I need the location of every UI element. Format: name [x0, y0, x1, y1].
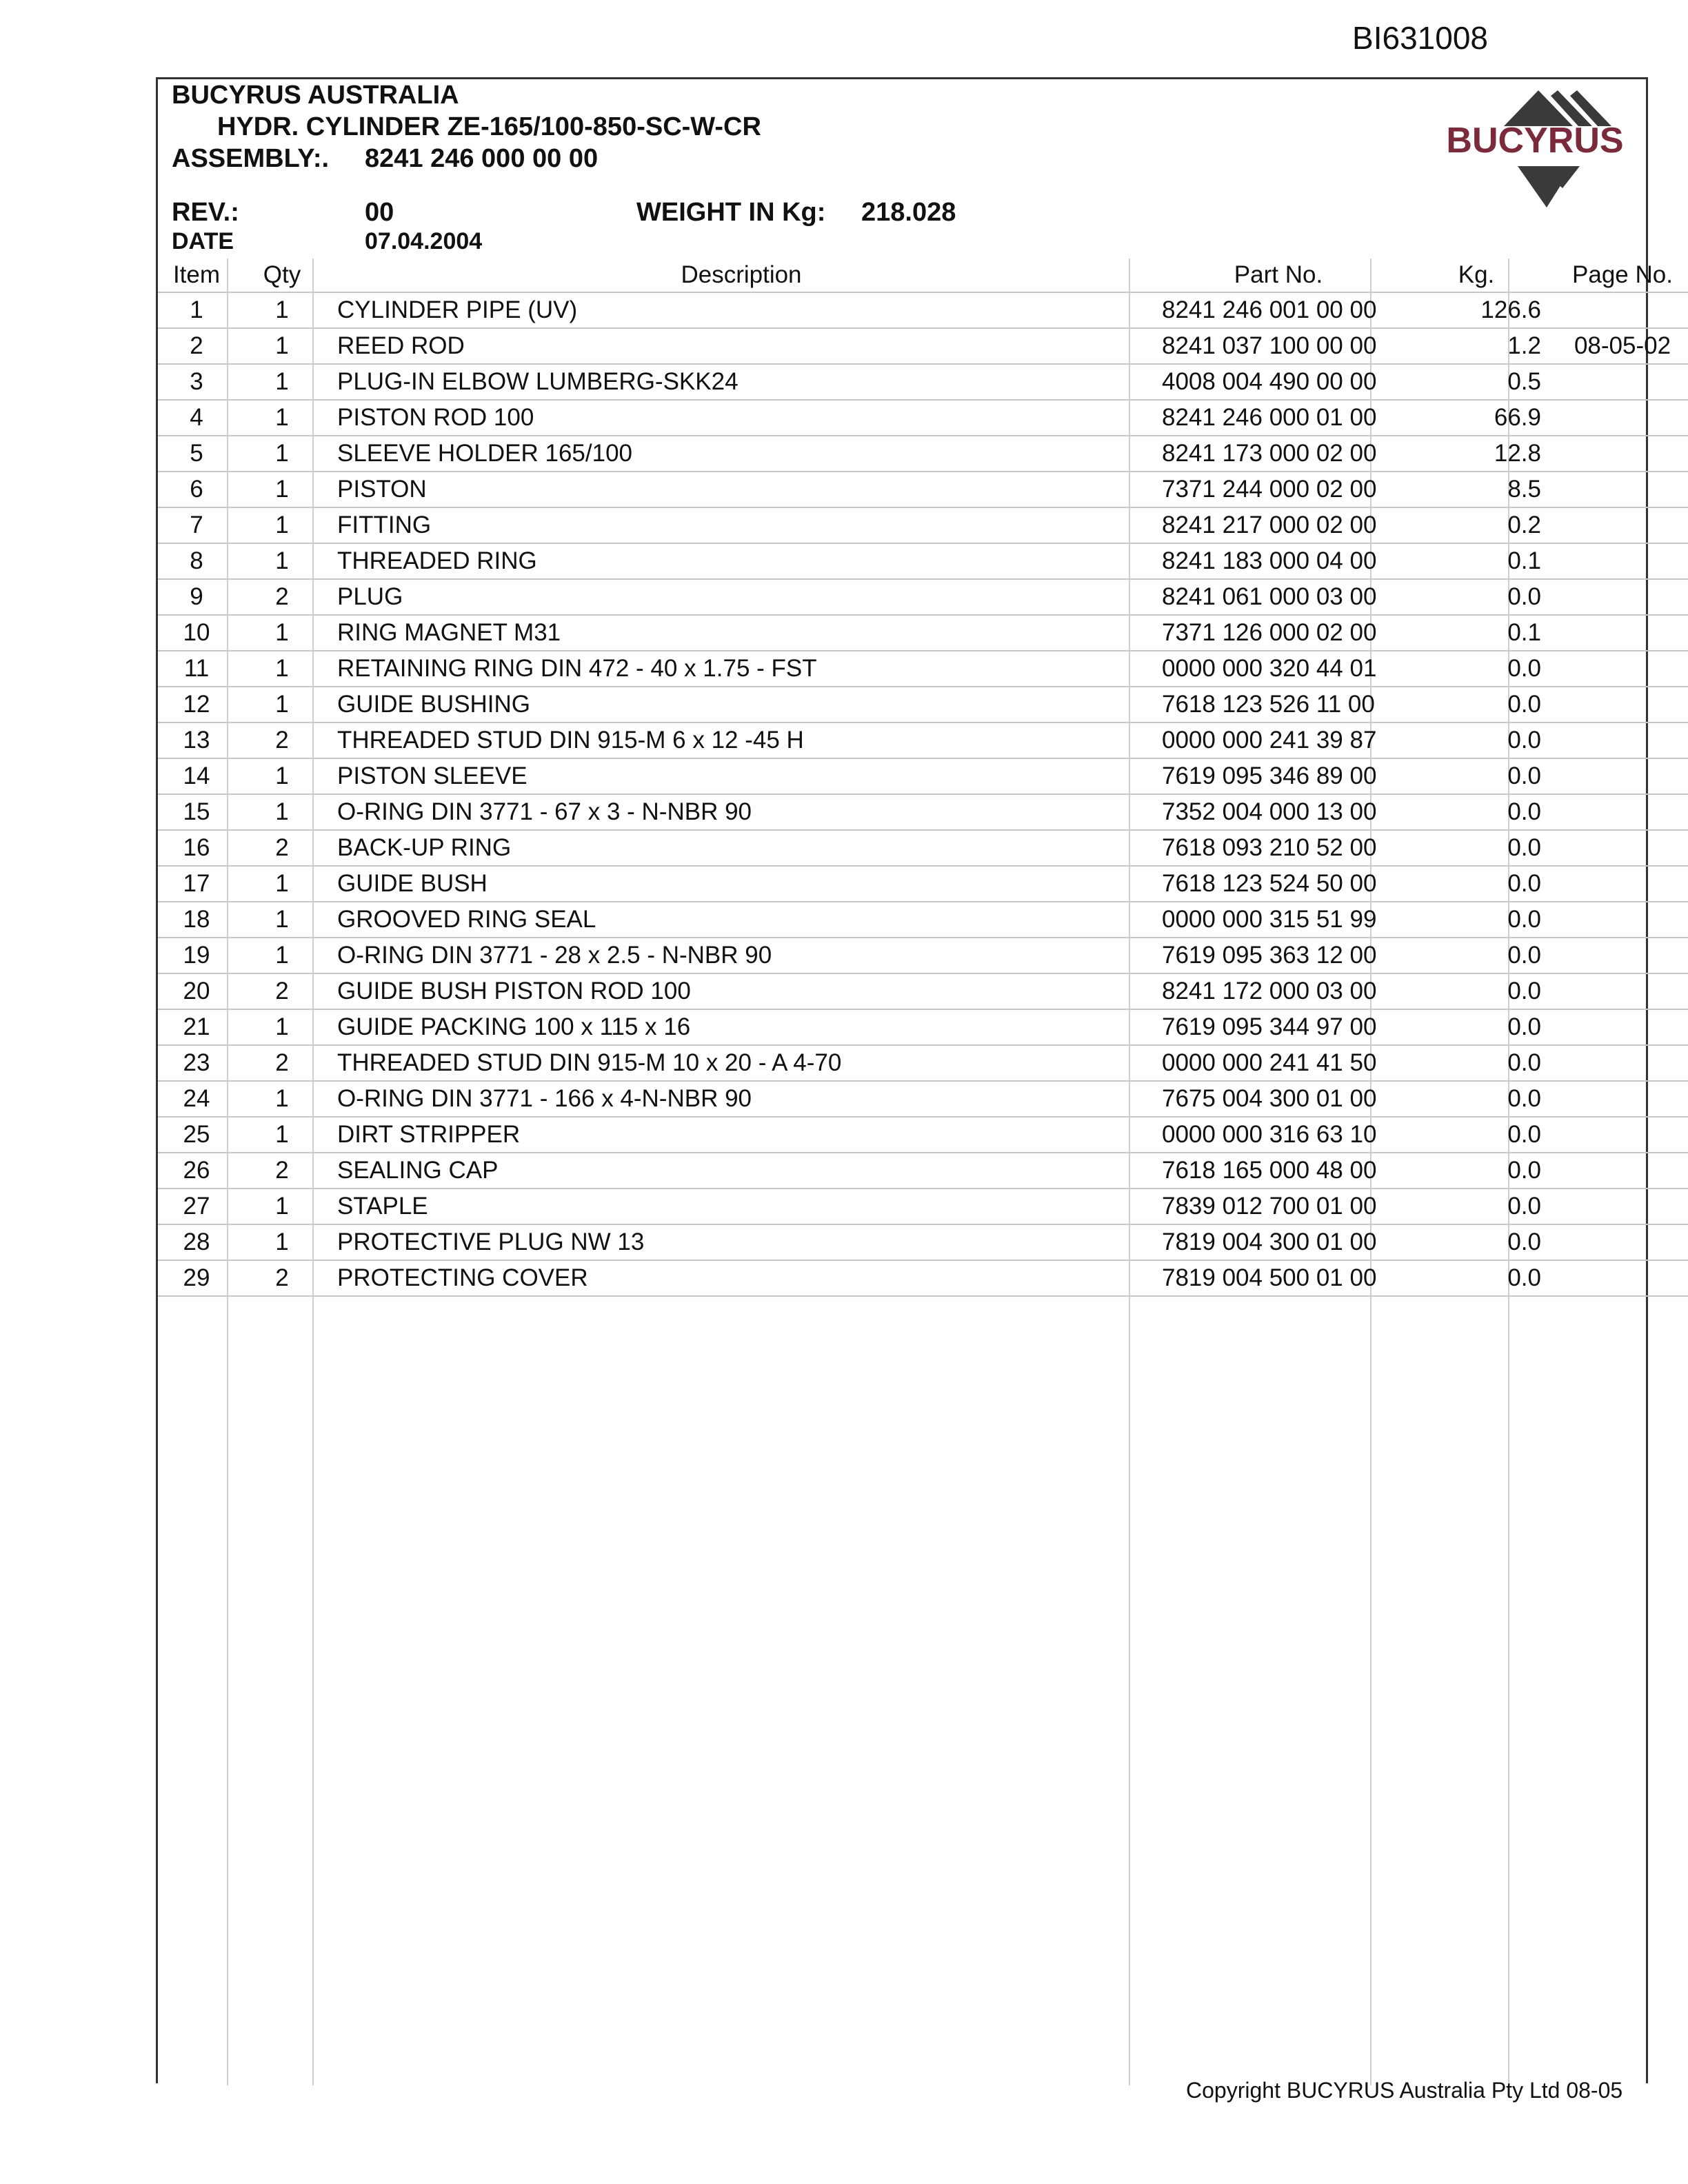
cell-kg: 0.0	[1403, 866, 1549, 902]
bucyrus-logo-icon	[1435, 85, 1635, 209]
cell-part-no: 7819 004 500 01 00	[1154, 1260, 1403, 1296]
cell-qty: 1	[235, 400, 329, 436]
cell-qty: 1	[235, 1224, 329, 1260]
cell-qty: 1	[235, 507, 329, 543]
date-label: DATE	[172, 228, 234, 254]
table-row	[158, 436, 1688, 472]
table-row	[158, 1045, 1688, 1081]
table-row	[158, 794, 1688, 830]
cell-part-no: 7619 095 363 12 00	[1154, 938, 1403, 973]
cell-part-no: 8241 037 100 00 00	[1154, 328, 1403, 364]
cell-kg: 0.0	[1403, 1117, 1549, 1153]
cell-description: PLUG-IN ELBOW LUMBERG-SKK24	[329, 364, 1154, 400]
cell-part-no: 7618 165 000 48 00	[1154, 1153, 1403, 1189]
cell-item: 9	[158, 579, 235, 615]
table-row	[158, 722, 1688, 758]
cell-part-no: 7352 004 000 13 00	[1154, 794, 1403, 830]
cell-qty: 1	[235, 364, 329, 400]
col-item: Item	[158, 259, 235, 292]
cell-description: FITTING	[329, 507, 1154, 543]
cell-page-no	[1549, 507, 1688, 543]
cell-qty: 2	[235, 973, 329, 1009]
cell-part-no: 8241 061 000 03 00	[1154, 579, 1403, 615]
cell-item: 10	[158, 615, 235, 651]
cell-part-no: 7819 004 300 01 00	[1154, 1224, 1403, 1260]
table-row	[158, 507, 1688, 543]
cell-kg: 0.0	[1403, 1260, 1549, 1296]
cell-part-no: 7618 123 526 11 00	[1154, 687, 1403, 722]
cell-description: GUIDE BUSH	[329, 866, 1154, 902]
table-row	[158, 938, 1688, 973]
cell-part-no: 7619 095 346 89 00	[1154, 758, 1403, 794]
cell-description: PROTECTIVE PLUG NW 13	[329, 1224, 1154, 1260]
table-row	[158, 1224, 1688, 1260]
table-row	[158, 651, 1688, 687]
document-id: BI631008	[1352, 20, 1488, 56]
table-row	[158, 687, 1688, 722]
cell-kg: 0.0	[1403, 830, 1549, 866]
cell-page-no	[1549, 973, 1688, 1009]
cell-description: PISTON ROD 100	[329, 400, 1154, 436]
cell-kg: 0.0	[1403, 1153, 1549, 1189]
cell-qty: 2	[235, 579, 329, 615]
cell-qty: 2	[235, 1153, 329, 1189]
cell-qty: 1	[235, 472, 329, 507]
cell-item: 2	[158, 328, 235, 364]
cell-description: BACK-UP RING	[329, 830, 1154, 866]
cell-qty: 1	[235, 866, 329, 902]
cell-part-no: 8241 173 000 02 00	[1154, 436, 1403, 472]
cell-kg: 12.8	[1403, 436, 1549, 472]
cell-kg: 0.0	[1403, 1009, 1549, 1045]
cell-kg: 0.0	[1403, 1045, 1549, 1081]
cell-description: STAPLE	[329, 1189, 1154, 1224]
col-page-no: Page No.	[1549, 259, 1688, 292]
rev-label: REV.:	[172, 198, 239, 227]
cell-qty: 1	[235, 758, 329, 794]
table-row	[158, 328, 1688, 364]
cell-description: THREADED STUD DIN 915-M 10 x 20 - A 4-70	[329, 1045, 1154, 1081]
cell-part-no: 7618 123 524 50 00	[1154, 866, 1403, 902]
cell-page-no	[1549, 1224, 1688, 1260]
copyright-footer: Copyright BUCYRUS Australia Pty Ltd 08-05	[1186, 2078, 1623, 2103]
cell-kg: 0.0	[1403, 1081, 1549, 1117]
cell-page-no	[1549, 579, 1688, 615]
cell-item: 27	[158, 1189, 235, 1224]
cell-qty: 2	[235, 1260, 329, 1296]
cell-page-no	[1549, 292, 1688, 328]
assembly-title: HYDR. CYLINDER ZE-165/100-850-SC-W-CR	[217, 112, 761, 141]
cell-page-no	[1549, 1117, 1688, 1153]
table-row	[158, 1189, 1688, 1224]
table-row	[158, 1081, 1688, 1117]
cell-item: 6	[158, 472, 235, 507]
cell-page-no	[1549, 400, 1688, 436]
cell-item: 19	[158, 938, 235, 973]
cell-page-no	[1549, 651, 1688, 687]
table-row	[158, 615, 1688, 651]
cell-part-no: 7675 004 300 01 00	[1154, 1081, 1403, 1117]
cell-page-no	[1549, 543, 1688, 579]
cell-page-no	[1549, 722, 1688, 758]
cell-item: 28	[158, 1224, 235, 1260]
cell-kg: 0.0	[1403, 722, 1549, 758]
col-description: Description	[329, 259, 1154, 292]
cell-page-no	[1549, 758, 1688, 794]
cell-item: 5	[158, 436, 235, 472]
cell-page-no	[1549, 1009, 1688, 1045]
cell-part-no: 7371 126 000 02 00	[1154, 615, 1403, 651]
cell-item: 29	[158, 1260, 235, 1296]
cell-page-no	[1549, 436, 1688, 472]
cell-kg: 0.0	[1403, 579, 1549, 615]
cell-item: 8	[158, 543, 235, 579]
cell-description: O-RING DIN 3771 - 166 x 4-N-NBR 90	[329, 1081, 1154, 1117]
cell-page-no	[1549, 615, 1688, 651]
cell-item: 7	[158, 507, 235, 543]
cell-description: RING MAGNET M31	[329, 615, 1154, 651]
cell-kg: 0.0	[1403, 938, 1549, 973]
cell-part-no: 7839 012 700 01 00	[1154, 1189, 1403, 1224]
cell-description: PROTECTING COVER	[329, 1260, 1154, 1296]
cell-item: 23	[158, 1045, 235, 1081]
cell-item: 1	[158, 292, 235, 328]
cell-item: 16	[158, 830, 235, 866]
cell-page-no	[1549, 687, 1688, 722]
cell-description: GUIDE PACKING 100 x 115 x 16	[329, 1009, 1154, 1045]
cell-page-no: 08-05-02	[1549, 328, 1688, 364]
table-row	[158, 902, 1688, 938]
table-row	[158, 579, 1688, 615]
cell-part-no: 8241 246 001 00 00	[1154, 292, 1403, 328]
cell-page-no	[1549, 1189, 1688, 1224]
cell-page-no	[1549, 472, 1688, 507]
cell-description: PISTON SLEEVE	[329, 758, 1154, 794]
weight-label: WEIGHT IN Kg:	[636, 198, 826, 227]
cell-item: 18	[158, 902, 235, 938]
cell-kg: 66.9	[1403, 400, 1549, 436]
table-row	[158, 1260, 1688, 1296]
cell-page-no	[1549, 364, 1688, 400]
cell-qty: 1	[235, 687, 329, 722]
cell-kg: 0.0	[1403, 687, 1549, 722]
cell-part-no: 7371 244 000 02 00	[1154, 472, 1403, 507]
table-row	[158, 292, 1688, 328]
cell-description: SLEEVE HOLDER 165/100	[329, 436, 1154, 472]
weight-value: 218.028	[861, 198, 956, 227]
table-row	[158, 543, 1688, 579]
cell-qty: 1	[235, 1009, 329, 1045]
cell-kg: 0.2	[1403, 507, 1549, 543]
cell-part-no: 4008 004 490 00 00	[1154, 364, 1403, 400]
cell-qty: 1	[235, 902, 329, 938]
cell-kg: 0.5	[1403, 364, 1549, 400]
cell-item: 26	[158, 1153, 235, 1189]
assembly-number: 8241 246 000 00 00	[365, 144, 599, 173]
table-row	[158, 758, 1688, 794]
cell-qty: 2	[235, 830, 329, 866]
col-part-no: Part No.	[1154, 259, 1403, 292]
table-row	[158, 973, 1688, 1009]
cell-description: THREADED STUD DIN 915-M 6 x 12 -45 H	[329, 722, 1154, 758]
cell-kg: 0.0	[1403, 1189, 1549, 1224]
cell-item: 15	[158, 794, 235, 830]
cell-description: SEALING CAP	[329, 1153, 1154, 1189]
cell-qty: 1	[235, 794, 329, 830]
cell-part-no: 0000 000 320 44 01	[1154, 651, 1403, 687]
cell-part-no: 0000 000 241 39 87	[1154, 722, 1403, 758]
table-row	[158, 866, 1688, 902]
cell-item: 25	[158, 1117, 235, 1153]
logo-wordmark: BUCYRUS	[1446, 121, 1624, 161]
company-name: BUCYRUS AUSTRALIA	[172, 81, 459, 110]
cell-qty: 2	[235, 1045, 329, 1081]
cell-part-no: 0000 000 241 41 50	[1154, 1045, 1403, 1081]
cell-kg: 0.1	[1403, 543, 1549, 579]
cell-kg: 0.0	[1403, 902, 1549, 938]
parts-list-frame	[156, 77, 1673, 2083]
cell-part-no: 8241 183 000 04 00	[1154, 543, 1403, 579]
cell-description: RETAINING RING DIN 472 - 40 x 1.75 - FST	[329, 651, 1154, 687]
cell-item: 11	[158, 651, 235, 687]
cell-kg: 0.0	[1403, 1224, 1549, 1260]
cell-kg: 0.0	[1403, 794, 1549, 830]
assembly-label: ASSEMBLY:.	[172, 144, 330, 173]
table-row	[158, 1117, 1688, 1153]
cell-qty: 2	[235, 722, 329, 758]
cell-part-no: 7618 093 210 52 00	[1154, 830, 1403, 866]
cell-description: PLUG	[329, 579, 1154, 615]
cell-kg: 126.6	[1403, 292, 1549, 328]
table-row	[158, 1009, 1688, 1045]
cell-page-no	[1549, 1081, 1688, 1117]
table-row	[158, 1153, 1688, 1189]
table-row	[158, 830, 1688, 866]
cell-description: DIRT STRIPPER	[329, 1117, 1154, 1153]
table-row	[158, 364, 1688, 400]
cell-qty: 1	[235, 938, 329, 973]
cell-qty: 1	[235, 1117, 329, 1153]
cell-page-no	[1549, 830, 1688, 866]
rev-value: 00	[365, 198, 394, 227]
cell-item: 24	[158, 1081, 235, 1117]
cell-description: CYLINDER PIPE (UV)	[329, 292, 1154, 328]
parts-table	[158, 259, 1688, 1297]
cell-qty: 1	[235, 1081, 329, 1117]
cell-item: 17	[158, 866, 235, 902]
cell-part-no: 8241 217 000 02 00	[1154, 507, 1403, 543]
cell-item: 3	[158, 364, 235, 400]
cell-item: 20	[158, 973, 235, 1009]
cell-qty: 1	[235, 328, 329, 364]
cell-item: 12	[158, 687, 235, 722]
cell-page-no	[1549, 794, 1688, 830]
cell-kg: 0.1	[1403, 615, 1549, 651]
cell-page-no	[1549, 1260, 1688, 1296]
cell-page-no	[1549, 902, 1688, 938]
cell-part-no: 7619 095 344 97 00	[1154, 1009, 1403, 1045]
cell-item: 21	[158, 1009, 235, 1045]
cell-item: 13	[158, 722, 235, 758]
cell-qty: 1	[235, 651, 329, 687]
table-row	[158, 400, 1688, 436]
cell-page-no	[1549, 866, 1688, 902]
cell-description: O-RING DIN 3771 - 67 x 3 - N-NBR 90	[329, 794, 1154, 830]
cell-page-no	[1549, 938, 1688, 973]
cell-description: THREADED RING	[329, 543, 1154, 579]
cell-part-no: 0000 000 315 51 99	[1154, 902, 1403, 938]
cell-part-no: 0000 000 316 63 10	[1154, 1117, 1403, 1153]
cell-kg: 8.5	[1403, 472, 1549, 507]
cell-qty: 1	[235, 1189, 329, 1224]
table-header-row	[158, 259, 1688, 292]
cell-description: REED ROD	[329, 328, 1154, 364]
cell-page-no	[1549, 1153, 1688, 1189]
cell-kg: 0.0	[1403, 651, 1549, 687]
cell-item: 4	[158, 400, 235, 436]
col-qty: Qty	[235, 259, 329, 292]
cell-description: PISTON	[329, 472, 1154, 507]
cell-part-no: 8241 246 000 01 00	[1154, 400, 1403, 436]
cell-description: GUIDE BUSHING	[329, 687, 1154, 722]
cell-qty: 1	[235, 436, 329, 472]
cell-qty: 1	[235, 615, 329, 651]
cell-description: GUIDE BUSH PISTON ROD 100	[329, 973, 1154, 1009]
cell-kg: 1.2	[1403, 328, 1549, 364]
date-value: 07.04.2004	[365, 228, 483, 254]
cell-description: O-RING DIN 3771 - 28 x 2.5 - N-NBR 90	[329, 938, 1154, 973]
cell-qty: 1	[235, 543, 329, 579]
cell-part-no: 8241 172 000 03 00	[1154, 973, 1403, 1009]
col-kg: Kg.	[1403, 259, 1549, 292]
cell-kg: 0.0	[1403, 758, 1549, 794]
table-row	[158, 472, 1688, 507]
cell-description: GROOVED RING SEAL	[329, 902, 1154, 938]
cell-page-no	[1549, 1045, 1688, 1081]
cell-qty: 1	[235, 292, 329, 328]
cell-item: 14	[158, 758, 235, 794]
cell-kg: 0.0	[1403, 973, 1549, 1009]
